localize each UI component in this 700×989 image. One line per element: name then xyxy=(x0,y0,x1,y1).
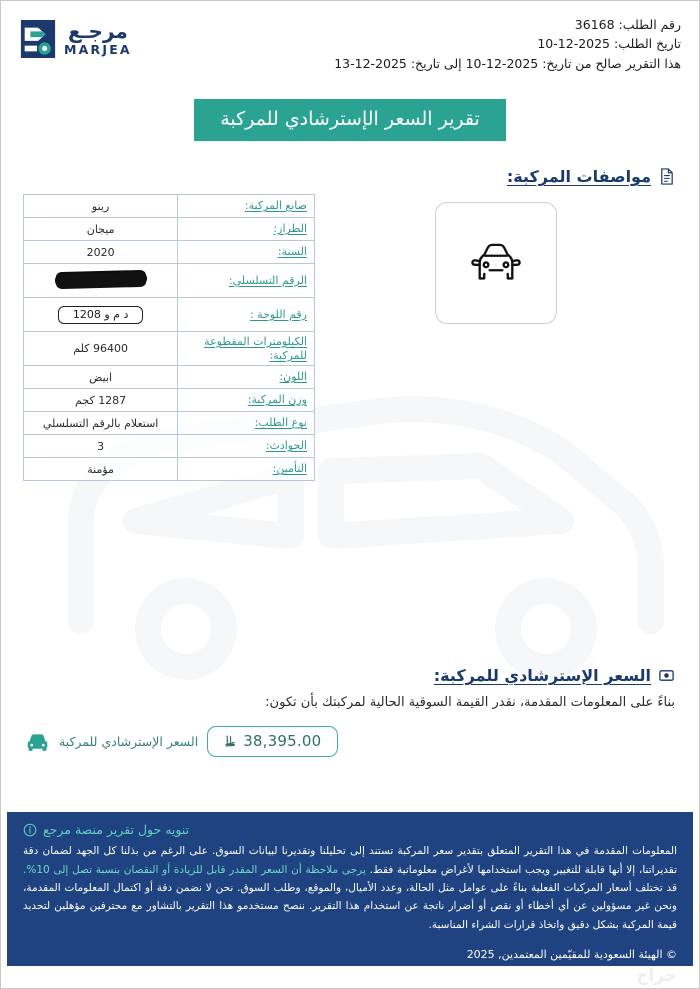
table-row xyxy=(24,332,315,366)
price-tag-icon xyxy=(658,667,675,684)
spec-value: استعلام بالرقم التسلسلي xyxy=(24,412,178,435)
spec-label: اللون: xyxy=(178,366,315,389)
disclaimer-highlight: يرجى ملاحظة أن السعر المقدر قابل للزيادة أو النقصان بنسبة تصل إلى 10%. xyxy=(23,863,366,876)
table-row xyxy=(24,195,315,218)
spec-label: الكيلومترات المقطوعة للمركبة: xyxy=(178,332,315,366)
table-row xyxy=(24,264,315,298)
disclaimer-heading xyxy=(23,822,677,837)
price-label: السعر الإسترشادي للمركبة xyxy=(59,734,199,749)
spec-label: وزن المركبة: xyxy=(178,389,315,412)
logo-latin-text: MARJEA xyxy=(64,42,132,58)
car-front-icon xyxy=(467,234,525,292)
spec-value: ابيض xyxy=(24,366,178,389)
spec-label: الطراز: xyxy=(178,218,315,241)
disclaimer-heading-label: تنويه حول تقرير منصة مرجع xyxy=(43,822,190,838)
bottom-watermark-strip xyxy=(1,966,699,988)
report-header xyxy=(1,1,699,85)
title-banner-wrap xyxy=(1,99,699,141)
site-watermark: حراج xyxy=(636,966,677,986)
vehicle-image-placeholder xyxy=(435,202,557,324)
vehicle-specs-table xyxy=(23,194,315,481)
specs-section-heading xyxy=(1,167,675,186)
price-heading-label: السعر الإسترشادي للمركبة: xyxy=(433,666,651,685)
spec-value: مؤمنة xyxy=(24,458,178,481)
disclaimer-body xyxy=(23,842,677,934)
info-icon xyxy=(23,823,37,837)
document-icon xyxy=(658,168,675,185)
table-row xyxy=(24,412,315,435)
disclaimer-footer xyxy=(7,812,693,946)
specs-heading-label: مواصفات المركبة: xyxy=(506,167,651,186)
plate-number: د م و 1208 xyxy=(58,306,144,324)
spec-label: الحوادث: xyxy=(178,435,315,458)
price-section-heading xyxy=(25,666,675,685)
table-row xyxy=(24,241,315,264)
price-value-pill xyxy=(207,726,338,757)
vehicle-image-wrap xyxy=(315,194,677,324)
price-section xyxy=(1,666,699,757)
car-solid-icon xyxy=(25,731,50,753)
table-row xyxy=(24,389,315,412)
spec-value: 3 xyxy=(24,435,178,458)
disclaimer-text-part2: قد تختلف أسعار المركبات الفعلية بناءً على عوامل مثل الحالة، وعدد الأميال، والموقع، وطلب السوق. نحن لا نضمن دقة أو اكتمال المعلومات المقدمة، ونحن غير مسؤولين عن أي أخطاء أو نقص أو أضرار ناتجة عن استخدام هذا التقرير. ننصح مستخدمو هذا التقرير بالتشاور مع محترفين مؤهلين لتحديد قيمة المركبة بشكل دقيق واتخاذ قرارات الشراء المناسبة. xyxy=(23,881,677,931)
marjea-mark-icon xyxy=(19,19,57,59)
price-amount: 38,395.00 xyxy=(243,732,322,750)
spec-value: ميجان xyxy=(24,218,178,241)
order-number: رقم الطلب: 36168 xyxy=(574,17,681,32)
report-title: تقرير السعر الإسترشادي للمركبة xyxy=(194,99,506,141)
spec-value: 96400 كلم xyxy=(24,332,178,366)
spec-label: الرقم التسلسلي: xyxy=(178,264,315,298)
table-row xyxy=(24,366,315,389)
specs-area xyxy=(1,194,699,481)
table-row xyxy=(24,435,315,458)
table-row xyxy=(24,458,315,481)
spec-value xyxy=(24,298,178,332)
saudi-riyal-icon xyxy=(224,734,237,748)
spec-label: التأمين: xyxy=(178,458,315,481)
price-row xyxy=(25,726,675,757)
disclaimer-text-part1: المعلومات المقدمة في هذا التقرير المتعلق بتقدير سعر المركبة تستند إلى تحليلنا وتقديرنا لبيانات السوق. على الرغم من بذلنا كل الجهد لضمان دقة تقديراتنا، إلا أنها قابلة للتغيير ويجب استخدامها لأغراض معلوماتية فقط. xyxy=(23,845,677,876)
spec-value: رينو xyxy=(24,195,178,218)
specs-table-body xyxy=(24,195,315,481)
marjea-logo xyxy=(19,15,132,59)
table-row xyxy=(24,298,315,332)
logo-wordmark xyxy=(64,21,132,57)
spec-value: 1287 كجم xyxy=(24,389,178,412)
spec-label: رقم اللوحة : xyxy=(178,298,315,332)
order-date: تاريخ الطلب: 2025-12-10 xyxy=(537,36,681,52)
spec-label: السنة: xyxy=(178,241,315,264)
spec-value: 2020 xyxy=(24,241,178,264)
spec-label: صانع المركبة: xyxy=(178,195,315,218)
price-description: بناءً على المعلومات المقدمة، نقدر القيمة السوقية الحالية لمركبتك بأن تكون: xyxy=(265,695,675,710)
logo-arabic-text: مرجـع xyxy=(68,19,128,44)
table-row xyxy=(24,218,315,241)
spec-label: نوع الطلب: xyxy=(178,412,315,435)
spec-value xyxy=(24,264,178,298)
header-meta xyxy=(334,15,681,73)
redaction-mark xyxy=(54,271,146,286)
report-validity: هذا التقرير صالح من تاريخ: 2025-12-10 إلى تاريخ: 2025-12-13 xyxy=(334,55,681,71)
copyright-bar: © الهيئة السعودية للمقيّمين المعتمدين, 2025 xyxy=(7,945,693,966)
